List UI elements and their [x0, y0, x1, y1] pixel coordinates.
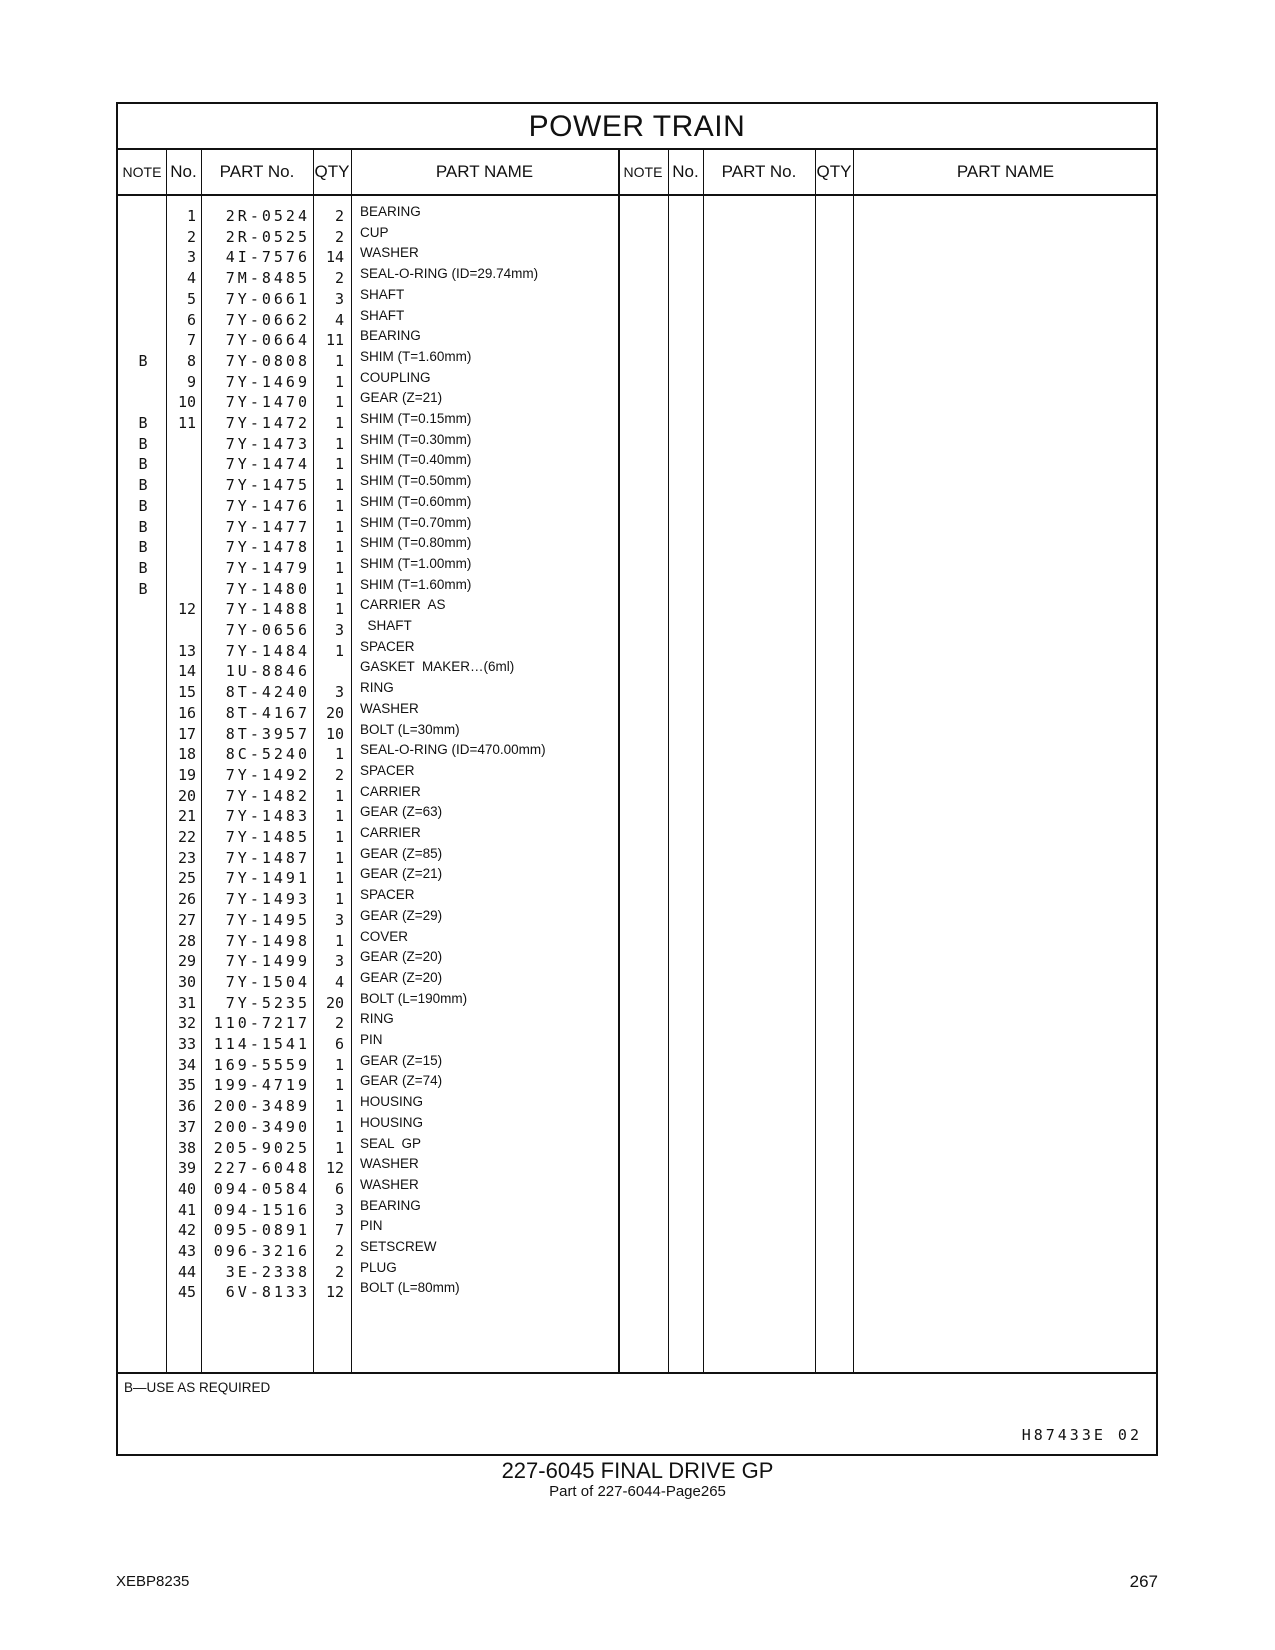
- item-no-cell: 32: [177, 1014, 196, 1033]
- table-row: [118, 576, 1160, 602]
- qty-cell: 11: [325, 331, 344, 350]
- part-no-cell: 227-6048: [213, 1159, 310, 1178]
- table-row: [118, 1197, 1160, 1223]
- part-no-cell: 7Y-0808: [225, 351, 310, 370]
- part-name-cell: PIN: [360, 1032, 383, 1047]
- section-title: POWER TRAIN: [118, 104, 1156, 150]
- part-no-cell: 7Y-1478: [225, 538, 310, 557]
- part-no-cell: 096-3216: [213, 1242, 310, 1260]
- qty-cell: 2: [334, 269, 344, 288]
- drawing-id: H87433E 02: [1021, 1426, 1142, 1444]
- qty-cell: 4: [334, 972, 344, 991]
- page-number: 267: [1129, 1572, 1158, 1591]
- part-name-cell: SPACER: [360, 762, 415, 778]
- item-no-cell: 36: [177, 1097, 196, 1116]
- part-no-cell: 3E-2338: [225, 1262, 310, 1281]
- qty-cell: 1: [334, 579, 344, 598]
- part-no-cell: 7Y-1477: [225, 517, 310, 536]
- table-row: [118, 949, 1160, 974]
- item-no-cell: 43: [177, 1242, 196, 1260]
- qty-cell: 1: [334, 931, 344, 950]
- part-no-cell: 7Y-1483: [225, 807, 310, 826]
- item-no-cell: 12: [177, 600, 196, 619]
- qty-cell: 1: [334, 393, 344, 412]
- part-name-cell: BOLT (L=190mm): [360, 990, 468, 1006]
- item-no-cell: 19: [177, 765, 196, 784]
- header-part-no-left: PART No.: [219, 162, 295, 181]
- part-no-cell: 7Y-1504: [225, 972, 310, 991]
- group-caption: 227-6045 FINAL DRIVE GP: [501, 1458, 774, 1483]
- qty-cell: 1: [334, 890, 344, 909]
- qty-cell: 1: [334, 869, 344, 888]
- header-qty-right: QTY: [816, 162, 852, 181]
- item-no-cell: 14: [177, 662, 196, 681]
- item-no-cell: 39: [177, 1159, 196, 1178]
- qty-cell: 20: [325, 993, 344, 1012]
- item-no-cell: 2: [186, 227, 196, 246]
- part-name-cell: SHIM (T=0.15mm): [360, 411, 472, 426]
- part-no-cell: 2R-0525: [225, 227, 310, 246]
- note-cell: B: [138, 434, 148, 453]
- qty-cell: 3: [334, 621, 344, 639]
- header-no-right: No.: [672, 162, 699, 181]
- part-name-cell: SHAFT: [360, 307, 405, 323]
- qty-cell: 1: [334, 1138, 344, 1157]
- qty-cell: 1: [334, 786, 344, 805]
- part-name-cell: CARRIER AS: [360, 597, 446, 613]
- item-no-cell: 42: [177, 1221, 196, 1240]
- qty-cell: 1: [334, 828, 344, 846]
- note-cell: B: [138, 538, 148, 557]
- part-name-cell: WASHER: [360, 1176, 419, 1192]
- item-no-cell: 5: [186, 289, 196, 308]
- item-no-cell: 30: [177, 972, 196, 991]
- note-cell: B: [138, 455, 148, 474]
- part-no-cell: 7Y-1469: [225, 372, 310, 391]
- qty-cell: 12: [325, 1283, 344, 1302]
- item-no-cell: 18: [177, 745, 196, 764]
- part-no-cell: 205-9025: [213, 1138, 310, 1157]
- part-no-cell: 6V-8133: [225, 1283, 310, 1302]
- table-row: [118, 245, 1160, 270]
- document-code: XEBP8235: [116, 1573, 190, 1590]
- header-note-right: NOTE: [623, 164, 663, 180]
- qty-cell: 2: [334, 1242, 344, 1260]
- qty-cell: 1: [334, 538, 344, 557]
- table-row: [118, 286, 1160, 312]
- part-name-cell: GEAR (Z=29): [360, 907, 443, 923]
- qty-cell: 1: [334, 807, 344, 826]
- qty-cell: 6: [334, 1179, 344, 1198]
- qty-cell: 1: [334, 1097, 344, 1116]
- qty-cell: 2: [334, 207, 344, 225]
- part-no-cell: 200-3489: [213, 1097, 310, 1116]
- part-no-cell: 7Y-0662: [225, 310, 310, 329]
- table-row: [118, 204, 1160, 229]
- part-name-cell: SEAL GP: [360, 1135, 422, 1151]
- part-name-cell: WASHER: [360, 245, 419, 261]
- table-row: [118, 1073, 1160, 1098]
- item-no-cell: 4: [186, 269, 196, 288]
- table-row: [118, 1011, 1160, 1036]
- part-no-cell: 7Y-1479: [225, 558, 310, 577]
- table-row: [118, 390, 1160, 415]
- part-no-cell: 7Y-1482: [225, 786, 310, 805]
- part-name-cell: BEARING: [360, 328, 421, 344]
- part-no-cell: 7Y-1495: [225, 910, 310, 929]
- table-row: [118, 866, 1160, 891]
- item-no-cell: 26: [177, 890, 196, 909]
- qty-cell: 1: [334, 600, 344, 619]
- header-qty-left: QTY: [314, 162, 350, 181]
- part-no-cell: 7Y-1485: [225, 828, 310, 846]
- column-header-row: [118, 150, 1156, 196]
- part-no-cell: 1U-8846: [225, 662, 310, 681]
- part-name-cell: SHIM (T=1.00mm): [360, 555, 472, 571]
- item-no-cell: 21: [177, 807, 196, 826]
- part-no-cell: 200-3490: [213, 1117, 310, 1136]
- part-name-cell: HOUSING: [360, 1094, 424, 1110]
- part-no-cell: 7Y-1499: [225, 952, 310, 971]
- part-no-cell: 7Y-5235: [225, 993, 310, 1012]
- item-no-cell: 45: [177, 1283, 196, 1302]
- part-name-cell: PLUG: [360, 1259, 397, 1275]
- part-no-cell: 7M-8485: [225, 269, 310, 288]
- part-name-cell: SHIM (T=0.80mm): [360, 535, 472, 551]
- item-no-cell: 41: [177, 1200, 196, 1219]
- part-name-cell: BEARING: [360, 204, 421, 219]
- table-row: [118, 721, 1160, 747]
- table-row: [118, 887, 1160, 912]
- note-cell: B: [138, 579, 148, 598]
- item-no-cell: 37: [177, 1117, 196, 1136]
- part-name-cell: BEARING: [360, 1197, 421, 1213]
- part-name-cell: RING: [360, 1011, 394, 1027]
- item-no-cell: 33: [177, 1035, 196, 1053]
- part-name-cell: GEAR (Z=74): [360, 1073, 443, 1089]
- qty-cell: 1: [334, 558, 344, 577]
- note-cell: B: [138, 476, 148, 495]
- part-no-cell: 7Y-1474: [225, 455, 310, 474]
- part-no-cell: 095-0891: [213, 1221, 310, 1240]
- header-part-name-left: PART NAME: [435, 162, 534, 181]
- item-no-cell: 16: [177, 703, 196, 722]
- part-no-cell: 7Y-1488: [225, 600, 310, 619]
- part-no-cell: 4I-7576: [225, 248, 310, 267]
- table-row: [118, 431, 1160, 457]
- part-name-cell: RING: [360, 680, 394, 696]
- part-name-cell: SPACER: [360, 638, 415, 654]
- item-no-cell: 40: [177, 1179, 196, 1198]
- qty-cell: 1: [334, 351, 344, 370]
- part-no-cell: 8C-5240: [225, 745, 310, 764]
- item-no-cell: 1: [186, 207, 196, 225]
- item-no-cell: 28: [177, 931, 196, 950]
- table-row: [118, 742, 1160, 767]
- table-row: [118, 618, 1160, 643]
- qty-cell: 1: [334, 496, 344, 515]
- header-no-left: No.: [170, 162, 197, 181]
- part-no-cell: 094-0584: [213, 1179, 310, 1198]
- table-row: [118, 1218, 1160, 1243]
- item-no-cell: 8: [186, 351, 196, 370]
- table-row: [118, 990, 1160, 1016]
- table-row: [118, 1259, 1160, 1285]
- header-note-left: NOTE: [122, 164, 162, 180]
- part-name-cell: SHIM (T=1.60mm): [360, 348, 472, 364]
- table-row: [118, 1239, 1160, 1264]
- part-no-cell: 8T-3957: [225, 724, 310, 743]
- part-name-cell: GEAR (Z=63): [360, 804, 443, 820]
- table-row: [118, 535, 1160, 560]
- part-name-cell: PIN: [360, 1218, 383, 1234]
- part-name-cell: SHIM (T=0.30mm): [360, 431, 472, 447]
- item-no-cell: 29: [177, 952, 196, 971]
- table-row: [118, 1156, 1160, 1181]
- qty-cell: 12: [325, 1159, 344, 1178]
- part-no-cell: 199-4719: [213, 1076, 310, 1095]
- table-row: [118, 762, 1160, 788]
- qty-cell: 1: [334, 517, 344, 536]
- qty-cell: 14: [325, 248, 344, 267]
- table-row: [118, 493, 1160, 519]
- part-name-cell: SHAFT: [360, 618, 412, 633]
- table-row: [118, 514, 1160, 540]
- part-no-cell: 2R-0524: [225, 207, 310, 225]
- item-no-cell: 11: [177, 414, 196, 432]
- table-row: [118, 1032, 1160, 1057]
- qty-cell: 2: [334, 1262, 344, 1281]
- table-row: [118, 452, 1160, 477]
- part-no-cell: 7Y-0664: [225, 331, 310, 350]
- item-no-cell: 23: [177, 848, 196, 867]
- item-no-cell: 9: [186, 372, 196, 391]
- part-name-cell: BOLT (L=30mm): [360, 721, 460, 737]
- part-name-cell: GEAR (Z=21): [360, 866, 443, 882]
- table-row: [118, 969, 1160, 995]
- parts-table-frame: [116, 102, 1158, 1456]
- part-no-cell: 7Y-1498: [225, 931, 310, 950]
- part-name-cell: SHIM (T=0.50mm): [360, 473, 472, 489]
- qty-cell: 1: [334, 641, 344, 660]
- part-name-cell: SEAL-O-RING (ID=29.74mm): [360, 266, 539, 282]
- part-no-cell: 7Y-1480: [225, 579, 310, 598]
- part-no-cell: 7Y-0661: [225, 289, 310, 308]
- part-name-cell: WASHER: [360, 1156, 419, 1172]
- part-no-cell: 8T-4240: [225, 683, 310, 702]
- table-row: [118, 928, 1160, 954]
- table-row: [118, 555, 1160, 581]
- qty-cell: 3: [334, 289, 344, 308]
- part-no-cell: 7Y-1491: [225, 869, 310, 888]
- qty-cell: 4: [334, 310, 344, 329]
- item-no-cell: 31: [177, 993, 196, 1012]
- part-no-cell: 7Y-1475: [225, 476, 310, 495]
- qty-cell: 1: [334, 455, 344, 474]
- table-row: [118, 638, 1160, 664]
- part-name-cell: SHAFT: [360, 286, 405, 302]
- part-name-cell: SHIM (T=0.70mm): [360, 514, 472, 530]
- part-name-cell: BOLT (L=80mm): [360, 1280, 460, 1296]
- item-no-cell: 22: [177, 828, 196, 846]
- table-row: [118, 224, 1160, 250]
- qty-cell: 3: [334, 910, 344, 929]
- part-name-cell: COUPLING: [360, 369, 431, 385]
- part-no-cell: 7Y-1472: [225, 414, 310, 432]
- table-row: [118, 328, 1160, 353]
- part-no-cell: 7Y-1484: [225, 641, 310, 660]
- table-row: [118, 1114, 1160, 1140]
- qty-cell: 6: [334, 1035, 344, 1053]
- note-cell: B: [138, 496, 148, 515]
- item-no-cell: 7: [186, 331, 196, 350]
- qty-cell: 2: [334, 765, 344, 784]
- part-name-cell: SETSCREW: [360, 1239, 437, 1254]
- part-name-cell: SEAL-O-RING (ID=470.00mm): [360, 742, 546, 758]
- part-name-cell: WASHER: [360, 700, 419, 716]
- item-no-cell: 20: [177, 786, 196, 805]
- table-row: [118, 369, 1160, 395]
- part-name-cell: GEAR (Z=15): [360, 1052, 443, 1068]
- part-no-cell: 8T-4167: [225, 703, 310, 722]
- qty-cell: 1: [334, 1076, 344, 1095]
- item-no-cell: 6: [186, 310, 196, 329]
- table-row: [118, 1176, 1160, 1202]
- part-name-cell: SPACER: [360, 887, 415, 903]
- part-no-cell: 169-5559: [213, 1055, 310, 1074]
- item-no-cell: 27: [177, 910, 196, 929]
- table-row: [118, 845, 1160, 871]
- table-row: [118, 266, 1160, 291]
- qty-cell: 3: [334, 952, 344, 971]
- parts-list: [118, 196, 1156, 1486]
- part-no-cell: 7Y-1470: [225, 393, 310, 412]
- part-name-cell: GASKET MAKER…(6ml): [360, 659, 515, 675]
- part-name-cell: GEAR (Z=21): [360, 390, 443, 406]
- item-no-cell: 10: [177, 393, 196, 412]
- part-name-cell: COVER: [360, 928, 409, 944]
- part-name-cell: GEAR (Z=20): [360, 969, 443, 985]
- qty-cell: 2: [334, 1014, 344, 1033]
- table-row: [118, 659, 1160, 684]
- qty-cell: 1: [334, 1055, 344, 1074]
- table-row: [118, 597, 1160, 622]
- part-no-cell: 114-1541: [213, 1035, 310, 1053]
- qty-cell: 1: [334, 1117, 344, 1136]
- header-part-no-right: PART No.: [721, 162, 797, 181]
- part-no-cell: 7Y-1492: [225, 765, 310, 784]
- part-name-cell: SHIM (T=0.40mm): [360, 452, 472, 468]
- item-no-cell: 15: [177, 683, 196, 702]
- qty-cell: 1: [334, 414, 344, 432]
- part-name-cell: CARRIER: [360, 825, 421, 840]
- table-row: [118, 825, 1160, 850]
- note-legend: B—USE AS REQUIRED: [124, 1380, 271, 1395]
- item-no-cell: 34: [177, 1055, 196, 1074]
- header-part-name-right: PART NAME: [956, 162, 1055, 181]
- item-no-cell: 38: [177, 1138, 196, 1157]
- table-row: [118, 348, 1160, 374]
- qty-cell: 7: [334, 1221, 344, 1240]
- part-no-cell: 7Y-1493: [225, 890, 310, 909]
- table-row: [118, 1094, 1160, 1119]
- part-no-cell: 094-1516: [213, 1200, 310, 1219]
- note-cell: B: [138, 351, 148, 370]
- qty-cell: 1: [334, 372, 344, 391]
- qty-cell: 1: [334, 848, 344, 867]
- qty-cell: 10: [325, 724, 344, 743]
- part-name-cell: HOUSING: [360, 1114, 424, 1130]
- item-no-cell: 25: [177, 869, 196, 888]
- part-name-cell: CARRIER: [360, 783, 421, 799]
- note-cell: B: [138, 517, 148, 536]
- qty-cell: 2: [334, 227, 344, 246]
- qty-cell: 1: [334, 745, 344, 764]
- group-subcaption: Part of 227-6044-Page265: [549, 1483, 726, 1500]
- table-row: [118, 783, 1160, 809]
- note-cell: B: [138, 558, 148, 577]
- part-name-cell: SHIM (T=1.60mm): [360, 576, 472, 592]
- part-no-cell: 110-7217: [213, 1014, 310, 1033]
- table-row: [118, 804, 1160, 829]
- part-name-cell: SHIM (T=0.60mm): [360, 493, 472, 509]
- part-name-cell: GEAR (Z=20): [360, 949, 443, 965]
- item-no-cell: 44: [177, 1262, 196, 1281]
- part-no-cell: 7Y-0656: [225, 621, 310, 639]
- part-no-cell: 7Y-1473: [225, 434, 310, 453]
- part-no-cell: 7Y-1476: [225, 496, 310, 515]
- note-cell: B: [138, 414, 148, 432]
- table-row: [118, 411, 1160, 436]
- table-row: [118, 1135, 1160, 1161]
- table-row: [118, 1052, 1160, 1078]
- table-row: [118, 473, 1160, 498]
- qty-cell: 1: [334, 434, 344, 453]
- table-row: [118, 307, 1160, 333]
- part-no-cell: 7Y-1487: [225, 848, 310, 867]
- item-no-cell: 13: [177, 641, 196, 660]
- qty-cell: 3: [334, 1200, 344, 1219]
- item-no-cell: 35: [177, 1076, 196, 1095]
- qty-cell: 20: [325, 703, 344, 722]
- table-row: [118, 1280, 1160, 1305]
- item-no-cell: 17: [177, 724, 196, 743]
- table-row: [118, 700, 1160, 726]
- table-row: [118, 680, 1160, 705]
- qty-cell: 3: [334, 683, 344, 702]
- table-footer: [118, 1372, 1156, 1456]
- part-name-cell: GEAR (Z=85): [360, 845, 443, 861]
- table-row: [118, 907, 1160, 933]
- qty-cell: 1: [334, 476, 344, 495]
- item-no-cell: 3: [186, 248, 196, 267]
- part-name-cell: CUP: [360, 224, 389, 240]
